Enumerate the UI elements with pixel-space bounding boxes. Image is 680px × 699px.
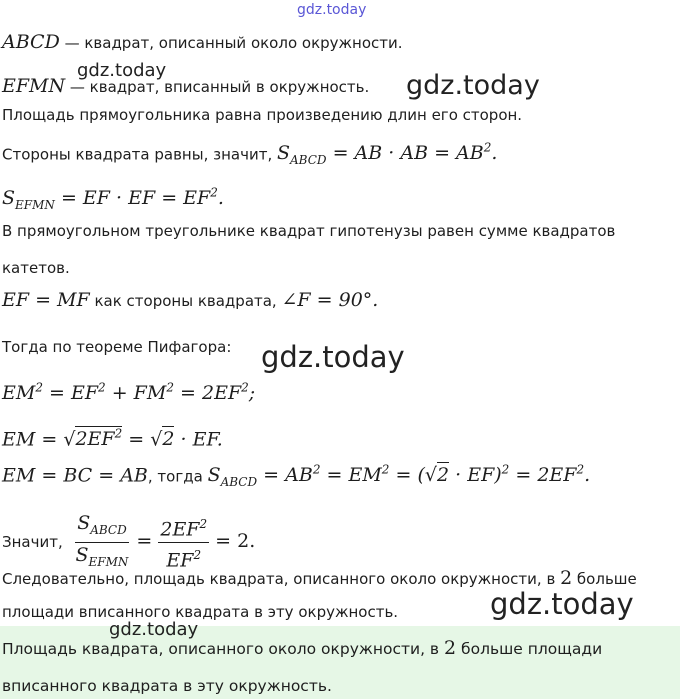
fraction-ef-ratio: $\frac{2EF^2}{EF^2}$ xyxy=(158,513,209,571)
answer-line-2: вписанного квадрата в эту окружность. xyxy=(2,677,332,695)
watermark-top: gdz.today xyxy=(297,2,367,18)
text-conclusion: Следовательно, площадь квадрата, описанного около окружности, в xyxy=(2,570,556,588)
line-ratio: Значит, $\frac{S_{ABCD}}{S_{EFMN}}$ = $\frac{2EF^2}{EF^2}$ = 2. xyxy=(2,512,256,572)
text-togda: , тогда xyxy=(147,467,208,486)
watermark-3: gdz.today xyxy=(261,340,405,374)
conclusion-number: 2 xyxy=(560,567,573,589)
formula-em-root: EM = $√2EF^2 = √2$ · EF. xyxy=(2,427,223,451)
text-abcd-definition: — квадрат, описанный около окружности. xyxy=(59,34,403,52)
formula-angle-f: ∠F = 90°. xyxy=(281,289,379,311)
formula-s-abcd: $S_{ABCD}$ = AB · AB = $AB^2$. xyxy=(276,141,498,168)
formula-em-squared: $EM^2 = EF^2 + FM^2 = 2EF^2$; xyxy=(2,381,256,405)
answer-text-1: Площадь квадрата, описанного около окружности, в xyxy=(2,640,440,658)
answer-line-1 xyxy=(2,638,602,659)
formula-s-efmn: $S_{EFMN}$ = EF · EF = $EF^2$. xyxy=(2,186,224,213)
watermark-5: gdz.today xyxy=(109,619,199,640)
text-square-sides: Стороны квадрата равны, значит, xyxy=(2,145,277,164)
line-katetov: катетов. xyxy=(2,259,70,277)
math-efmn: EFMN xyxy=(2,75,66,97)
formula-s-abcd-final: $S_{ABCD} = AB^2 = EM^2 = (√2 \cdot EF)^2 = 2EF^2$. xyxy=(207,463,591,490)
line-square-sides xyxy=(2,138,497,170)
line-efmn-definition xyxy=(2,76,369,97)
formula-em-bc-ab: EM = BC = AB xyxy=(2,464,148,487)
formula-ef-mf: EF = MF xyxy=(2,289,90,311)
line-s-efmn xyxy=(2,183,224,215)
fraction-s-ratio: $\frac{S_{ABCD}}{S_{EFMN}}$ xyxy=(75,512,129,569)
line-ef-mf xyxy=(2,290,378,311)
watermark-4: gdz.today xyxy=(490,587,634,621)
line-conclusion xyxy=(2,568,637,589)
line-pythagoras-then: Тогда по теореме Пифагора: xyxy=(2,338,232,356)
watermark-1: gdz.today xyxy=(77,60,167,81)
line-em-squared xyxy=(2,378,255,404)
watermark-2: gdz.today xyxy=(406,70,540,101)
line-pythagoras-rule: В прямоугольном треугольнике квадрат гипотенузы равен сумме квадратов xyxy=(2,222,616,240)
line-em-bc-ab xyxy=(2,460,590,492)
math-abcd: ABCD xyxy=(2,31,60,53)
answer-box xyxy=(0,626,680,699)
line-abcd-definition xyxy=(2,32,403,53)
answer-number: 2 xyxy=(444,637,457,659)
text-square-sides-angle: как стороны квадрата, xyxy=(89,292,282,310)
answer-text-1-end: больше площади xyxy=(456,640,603,658)
text-conclusion-end: больше xyxy=(572,570,637,588)
text-znachit: Значит, xyxy=(2,532,68,551)
line-conclusion-2: площади вписанного квадрата в эту окружность. xyxy=(2,603,399,621)
text-efmn-definition: — квадрат, вписанный в окружность. xyxy=(65,78,370,96)
line-rectangle-area: Площадь прямоугольника равна произведению длин его сторон. xyxy=(2,106,523,124)
line-em-root xyxy=(2,424,223,450)
